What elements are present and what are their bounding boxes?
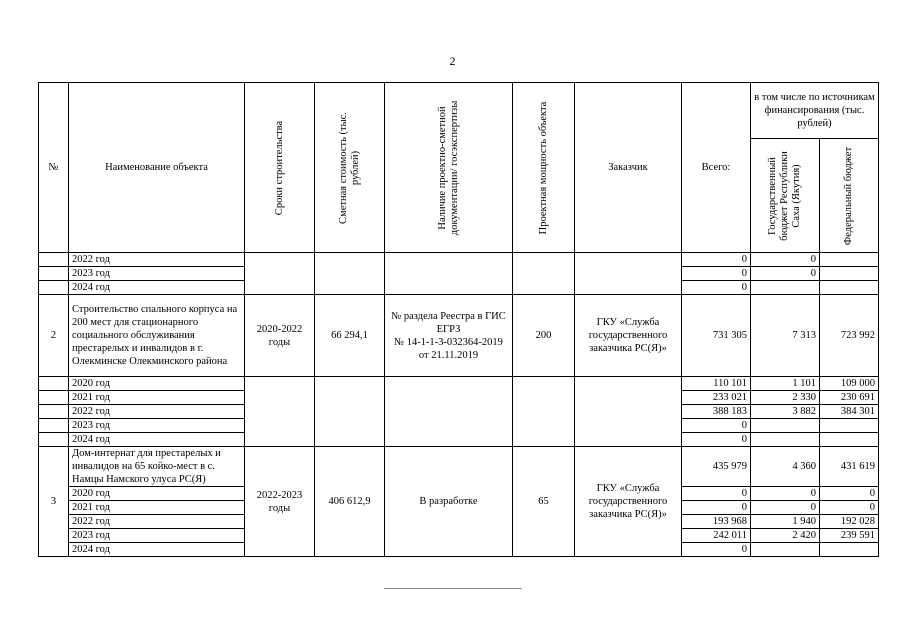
regional-cell: 0	[751, 501, 820, 515]
header-period	[245, 83, 315, 253]
regional-cell: 2 420	[751, 529, 820, 543]
year-cell: 2023 год	[69, 419, 245, 433]
regional-cell	[751, 543, 820, 557]
object-customer: ГКУ «Служба государственного заказчика РС(Я)»	[575, 295, 682, 377]
year-cell: 2021 год	[69, 391, 245, 405]
year-cell: 2023 год	[69, 529, 245, 543]
total-cell: 193 968	[682, 515, 751, 529]
year-cell: 2020 год	[69, 377, 245, 391]
federal-cell: 0	[820, 501, 879, 515]
customer-cell	[575, 377, 682, 447]
federal-cell	[820, 419, 879, 433]
num-cell	[39, 433, 69, 447]
page-number: 2	[449, 54, 456, 68]
num-cell	[39, 267, 69, 281]
regional-cell: 1 940	[751, 515, 820, 529]
object-docs: В разработке	[385, 447, 513, 557]
year-cell: 2024 год	[69, 433, 245, 447]
header-num: №	[39, 83, 69, 253]
object-row	[39, 295, 879, 377]
cost-cell	[315, 377, 385, 447]
federal-cell: 384 301	[820, 405, 879, 419]
object-capacity: 65	[513, 447, 575, 557]
num-cell	[39, 419, 69, 433]
financing-table	[38, 82, 879, 557]
docs-cell	[385, 253, 513, 295]
federal-cell	[820, 253, 879, 267]
total-cell: 110 101	[682, 377, 751, 391]
total-cell: 0	[682, 267, 751, 281]
capacity-cell	[513, 377, 575, 447]
total-cell: 0	[682, 419, 751, 433]
cost-cell	[315, 253, 385, 295]
object-num: 3	[39, 447, 69, 557]
header-capacity-text: Проектная мощность объекта	[537, 101, 549, 234]
object-cost: 406 612,9	[315, 447, 385, 557]
header-federal	[820, 139, 879, 253]
total-cell: 388 183	[682, 405, 751, 419]
federal-cell: 192 028	[820, 515, 879, 529]
object-federal: 723 992	[820, 295, 879, 377]
federal-cell: 230 691	[820, 391, 879, 405]
object-period: 2022-2023 годы	[245, 447, 315, 557]
header-name: Наименование объекта	[69, 83, 245, 253]
num-cell	[39, 253, 69, 267]
header-federal-text: Федеральный бюджет	[843, 146, 854, 245]
year-cell: 2022 год	[69, 405, 245, 419]
total-cell: 242 011	[682, 529, 751, 543]
docs-line: № 14-1-1-3-032364-2019	[394, 336, 503, 348]
header-regional	[751, 139, 820, 253]
year-cell: 2024 год	[69, 281, 245, 295]
num-cell	[39, 405, 69, 419]
year-cell: 2022 год	[69, 253, 245, 267]
table-row	[39, 377, 879, 391]
object-customer: ГКУ «Служба государственного заказчика РС(Я)»	[575, 447, 682, 557]
docs-cell	[385, 377, 513, 447]
regional-cell: 1 101	[751, 377, 820, 391]
customer-cell	[575, 253, 682, 295]
object-period: 2020-2022 годы	[245, 295, 315, 377]
regional-cell: 0	[751, 267, 820, 281]
federal-cell: 239 591	[820, 529, 879, 543]
federal-cell	[820, 543, 879, 557]
total-cell: 0	[682, 543, 751, 557]
regional-cell: 2 330	[751, 391, 820, 405]
federal-cell: 109 000	[820, 377, 879, 391]
regional-cell	[751, 281, 820, 295]
object-regional: 7 313	[751, 295, 820, 377]
year-cell: 2022 год	[69, 515, 245, 529]
object-total: 731 305	[682, 295, 751, 377]
header-docs	[385, 83, 513, 253]
object-cost: 66 294,1	[315, 295, 385, 377]
federal-cell	[820, 281, 879, 295]
total-cell: 0	[682, 487, 751, 501]
header-cost-text: Сметная стоимость (тыс. рублей)	[337, 111, 361, 224]
year-cell: 2021 год	[69, 501, 245, 515]
object-name: Строительство спального корпуса на 200 мест для стационарного социального обслуживания престарелых и инвалидов в г. Олекминске Олекминского района	[69, 295, 245, 377]
object-capacity: 200	[513, 295, 575, 377]
docs-line: № раздела Реестра в ГИС ЕГРЗ	[391, 310, 506, 335]
total-cell: 0	[682, 433, 751, 447]
num-cell	[39, 377, 69, 391]
object-docs	[385, 295, 513, 377]
federal-cell	[820, 267, 879, 281]
regional-cell: 3 882	[751, 405, 820, 419]
total-cell: 0	[682, 253, 751, 267]
footer-divider	[384, 588, 522, 589]
federal-cell	[820, 433, 879, 447]
regional-cell	[751, 419, 820, 433]
total-cell: 0	[682, 501, 751, 515]
regional-cell: 0	[751, 253, 820, 267]
header-customer: Заказчик	[575, 83, 682, 253]
regional-cell: 0	[751, 487, 820, 501]
docs-line: от 21.11.2019	[418, 349, 479, 361]
federal-cell: 0	[820, 487, 879, 501]
object-row	[39, 447, 879, 487]
object-name: Дом-интернат для престарелых и инвалидов на 65 койко-мест в с. Намцы Намского улуса РС(Я)	[69, 447, 245, 487]
header-period-text: Сроки строительства	[273, 120, 285, 215]
object-total: 435 979	[682, 447, 751, 487]
year-cell: 2024 год	[69, 543, 245, 557]
regional-cell	[751, 433, 820, 447]
table-row	[39, 253, 879, 267]
header-regional-text: Государственный бюджет Республики Саха (Якутия)	[767, 150, 802, 241]
year-cell: 2023 год	[69, 267, 245, 281]
header-capacity	[513, 83, 575, 253]
num-cell	[39, 391, 69, 405]
period-cell	[245, 253, 315, 295]
num-cell	[39, 281, 69, 295]
total-cell: 233 021	[682, 391, 751, 405]
total-cell: 0	[682, 281, 751, 295]
period-cell	[245, 377, 315, 447]
object-regional: 4 360	[751, 447, 820, 487]
header-row-1	[39, 83, 879, 139]
year-cell: 2020 год	[69, 487, 245, 501]
header-total: Всего:	[682, 83, 751, 253]
header-cost	[315, 83, 385, 253]
header-docs-text: Наличие проектно-сметной документации/ госэкспертизы	[436, 100, 460, 235]
header-sources: в том числе по источникам финансирования (тыс. рублей)	[751, 83, 879, 139]
object-federal: 431 619	[820, 447, 879, 487]
object-num: 2	[39, 295, 69, 377]
capacity-cell	[513, 253, 575, 295]
